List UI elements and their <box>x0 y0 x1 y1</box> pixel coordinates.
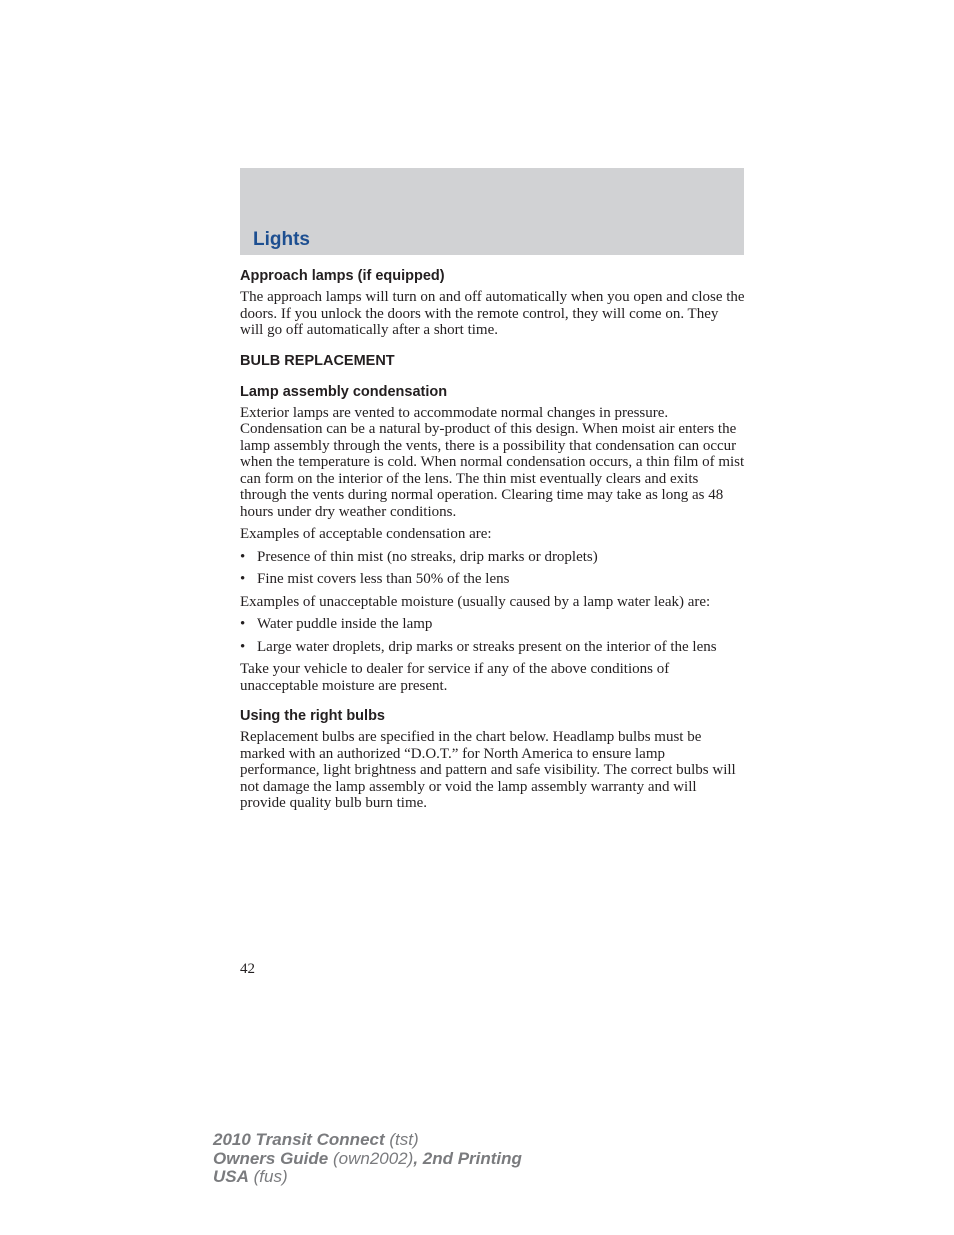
document-footer <box>213 1131 522 1187</box>
unacceptable-list <box>240 616 745 655</box>
condensation-paragraph: Exterior lamps are vented to accommodate normal changes in pressure. Condensation can be a natural by-product of this design. When moist air enters the lamp assembly through the vents, there is a possibility that condensation can occur when the temperature is cold. When normal condensation occurs, a thin film of mist can form on the interior of the lens. The thin mist eventually clears and exits through the vents during normal operation. Clearing time may take as long as 48 hours under dry weather conditions. <box>240 404 745 520</box>
footer-line-2: Owners Guide (own2002), 2nd Printing <box>213 1148 522 1168</box>
bullet-icon: • <box>240 638 246 655</box>
unacceptable-intro: Examples of unacceptable moisture (usually caused by a lamp water leak) are: <box>240 593 711 610</box>
bulb-replacement-heading: BULB REPLACEMENT <box>240 352 395 369</box>
list-item: • Large water droplets, drip marks or streaks present on the interior of the lens <box>240 638 717 655</box>
list-item: • Presence of thin mist (no streaks, drip marks or droplets) <box>240 548 598 565</box>
bullet-icon: • <box>240 571 246 587</box>
approach-lamps-paragraph: The approach lamps will turn on and off automatically when you open and close the doors. If you unlock the doors with the remote control, they will come on. They will go off automatically after a short time. <box>240 289 745 338</box>
approach-lamps-heading: Approach lamps (if equipped) <box>240 268 445 284</box>
footer-line-3: USA (fus) <box>213 1167 288 1186</box>
condensation-heading: Lamp assembly condensation <box>240 383 448 400</box>
section-header-band <box>240 168 744 255</box>
condensation-closing: Take your vehicle to dealer for service if any of the above conditions of unacceptable moisture are present. <box>240 661 670 694</box>
bullet-icon: • <box>240 548 246 565</box>
right-bulbs-heading: Using the right bulbs <box>240 708 385 724</box>
section-title: Lights <box>253 229 310 250</box>
acceptable-list <box>240 549 745 588</box>
list-item: • Water puddle inside the lamp <box>240 616 433 632</box>
bullet-icon: • <box>240 616 246 632</box>
footer-line-1: 2010 Transit Connect (tst) <box>213 1130 419 1149</box>
list-item: • Fine mist covers less than 50% of the lens <box>240 571 510 587</box>
acceptable-intro: Examples of acceptable condensation are: <box>240 526 492 542</box>
page-content <box>240 267 745 812</box>
page-number: 42 <box>240 961 255 977</box>
right-bulbs-paragraph: Replacement bulbs are specified in the chart below. Headlamp bulbs must be marked with an authorized “D.O.T.” for North America to ensure lamp performance, light brightness and pattern and safe visibility. The correct bulbs will not damage the lamp assembly or void the lamp assembly warranty and will provide quality bulb burn time. <box>240 729 736 811</box>
